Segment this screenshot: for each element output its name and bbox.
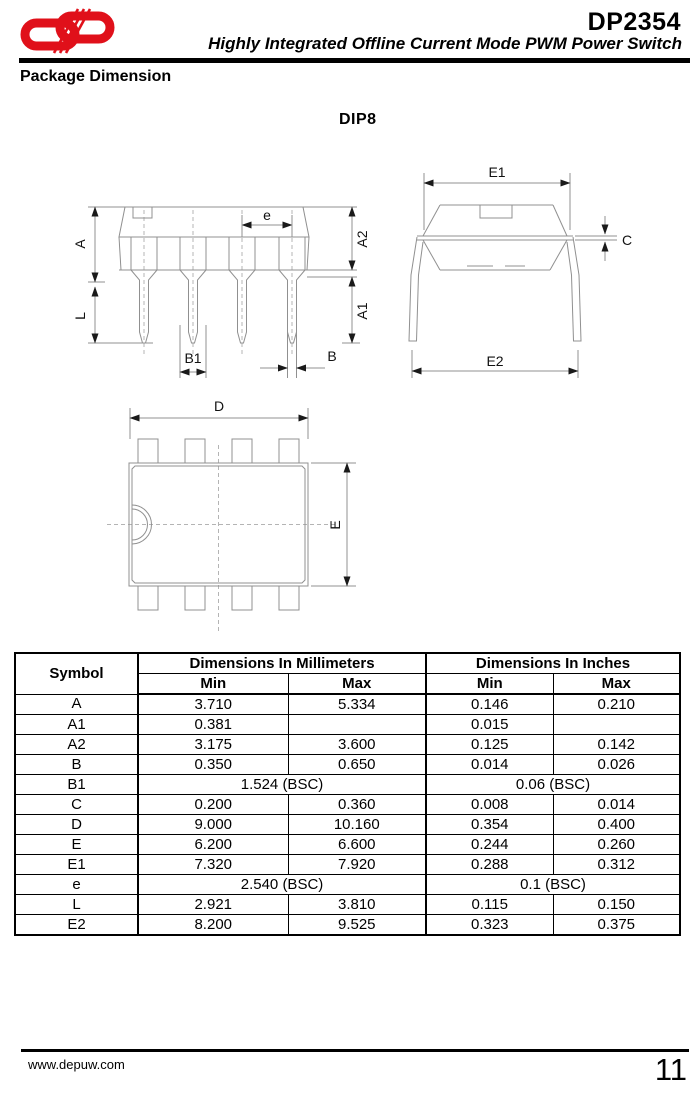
table-cell: 0.360 xyxy=(288,795,426,815)
col-header-mm-min: Min xyxy=(138,674,288,695)
dim-label-a1: A1 xyxy=(354,302,370,320)
table-cell: D xyxy=(15,815,138,835)
dimension-labels xyxy=(72,207,370,366)
pin xyxy=(279,439,299,463)
table-cell: 6.600 xyxy=(288,835,426,855)
dim-label-a: A xyxy=(72,239,88,249)
end-view-drawing xyxy=(395,160,695,390)
table-cell: B1 xyxy=(15,775,138,795)
table-cell: 0.150 xyxy=(553,895,680,915)
table-cell: 0.260 xyxy=(553,835,680,855)
table-cell: 5.334 xyxy=(288,694,426,715)
dim-label-e-body: E xyxy=(327,520,343,530)
pin1-notch xyxy=(132,505,152,544)
package-name: DIP8 xyxy=(339,111,377,128)
table-cell: 0.142 xyxy=(553,735,680,755)
table-cell: 7.320 xyxy=(138,855,288,875)
table-cell: 0.015 xyxy=(426,715,553,735)
dp-logo-icon xyxy=(20,7,115,55)
table-row xyxy=(15,775,680,795)
dim-label-d: D xyxy=(213,398,225,414)
pin-centerlines xyxy=(144,210,292,355)
dimension-lines xyxy=(95,207,352,378)
col-header-mm-max: Max xyxy=(288,674,426,695)
table-row xyxy=(15,715,680,735)
table-row xyxy=(15,815,680,835)
dim-label-a2: A2 xyxy=(354,230,370,248)
table-cell: 2.540 (BSC) xyxy=(138,875,426,895)
table-cell: 3.710 xyxy=(138,694,288,715)
footer-rule xyxy=(21,1049,689,1052)
dimension-table-body xyxy=(15,694,680,935)
dimension-lines xyxy=(130,408,356,586)
part-number: DP2354 xyxy=(587,8,681,36)
table-cell: L xyxy=(15,895,138,915)
table-cell: 3.600 xyxy=(288,735,426,755)
table-cell: 0.146 xyxy=(426,694,553,715)
leg xyxy=(567,237,581,341)
table-cell: 0.350 xyxy=(138,755,288,775)
table-cell: 2.921 xyxy=(138,895,288,915)
website-url: www.depuw.com xyxy=(28,1057,125,1072)
table-cell: 0.354 xyxy=(426,815,553,835)
table-cell: 0.200 xyxy=(138,795,288,815)
table-cell: e xyxy=(15,875,138,895)
col-header-in-max: Max xyxy=(553,674,680,695)
table-cell: 0.115 xyxy=(426,895,553,915)
pin xyxy=(185,586,205,610)
table-cell: 0.1 (BSC) xyxy=(426,875,680,895)
table-row xyxy=(15,895,680,915)
dim-label-c: C xyxy=(622,232,633,248)
table-cell: 7.920 xyxy=(288,855,426,875)
pin xyxy=(232,586,252,610)
table-cell: 0.375 xyxy=(553,915,680,936)
table-row xyxy=(15,835,680,855)
table-cell: 0.026 xyxy=(553,755,680,775)
table-row xyxy=(15,795,680,815)
top-view-drawing xyxy=(95,395,385,640)
pin xyxy=(138,439,158,463)
table-cell: E2 xyxy=(15,915,138,936)
dim-label-e: e xyxy=(263,207,271,223)
table-cell: 6.200 xyxy=(138,835,288,855)
dim-label-e1: E1 xyxy=(488,164,506,180)
header-rule xyxy=(19,58,690,63)
dimension-table xyxy=(14,652,681,936)
page-title: Package Dimension xyxy=(20,68,172,85)
table-cell: 0.244 xyxy=(426,835,553,855)
table-row xyxy=(15,855,680,875)
table-cell: 0.06 (BSC) xyxy=(426,775,680,795)
table-row xyxy=(15,694,680,715)
table-cell: B xyxy=(15,755,138,775)
table-cell: A xyxy=(15,694,138,715)
table-row xyxy=(15,915,680,936)
document-subtitle: Highly Integrated Offline Current Mode PWM Power Switch xyxy=(208,34,682,53)
table-row xyxy=(15,735,680,755)
table-cell: 0.400 xyxy=(553,815,680,835)
dim-label-e2: E2 xyxy=(486,353,504,369)
dim-label-b: B xyxy=(327,348,337,364)
table-cell: 3.810 xyxy=(288,895,426,915)
leg xyxy=(409,237,423,341)
side-view-drawing xyxy=(55,180,385,390)
page-number: 11 xyxy=(654,1052,687,1087)
table-cell: 9.525 xyxy=(288,915,426,936)
table-cell xyxy=(288,715,426,735)
col-header-symbol: Symbol xyxy=(15,653,138,694)
table-cell: 8.200 xyxy=(138,915,288,936)
table-cell: 9.000 xyxy=(138,815,288,835)
table-cell: 0.288 xyxy=(426,855,553,875)
pin xyxy=(185,439,205,463)
table-cell: C xyxy=(15,795,138,815)
table-cell: 0.650 xyxy=(288,755,426,775)
dim-label-b1: B1 xyxy=(184,350,202,366)
table-cell: 0.323 xyxy=(426,915,553,936)
table-cell: 0.210 xyxy=(553,694,680,715)
table-cell xyxy=(553,715,680,735)
table-cell: 0.014 xyxy=(426,755,553,775)
pin xyxy=(279,586,299,610)
table-cell: 10.160 xyxy=(288,815,426,835)
table-header-row xyxy=(15,653,680,674)
centerlines xyxy=(107,445,338,632)
package-body-side xyxy=(88,207,360,343)
pin xyxy=(138,586,158,610)
col-header-mm: Dimensions In Millimeters xyxy=(138,653,426,674)
table-cell: A1 xyxy=(15,715,138,735)
pin xyxy=(232,439,252,463)
dim-label-l: L xyxy=(72,312,88,320)
col-header-inch: Dimensions In Inches xyxy=(426,653,680,674)
table-cell: 0.008 xyxy=(426,795,553,815)
table-cell: 3.175 xyxy=(138,735,288,755)
table-cell: 0.014 xyxy=(553,795,680,815)
table-cell: E1 xyxy=(15,855,138,875)
col-header-in-min: Min xyxy=(426,674,553,695)
table-cell: 0.381 xyxy=(138,715,288,735)
package-body-end xyxy=(409,205,581,341)
table-cell: E xyxy=(15,835,138,855)
table-cell: 1.524 (BSC) xyxy=(138,775,426,795)
table-row xyxy=(15,875,680,895)
dimension-lines xyxy=(412,173,617,378)
table-cell: A2 xyxy=(15,735,138,755)
table-cell: 0.125 xyxy=(426,735,553,755)
table-cell: 0.312 xyxy=(553,855,680,875)
table-row xyxy=(15,755,680,775)
